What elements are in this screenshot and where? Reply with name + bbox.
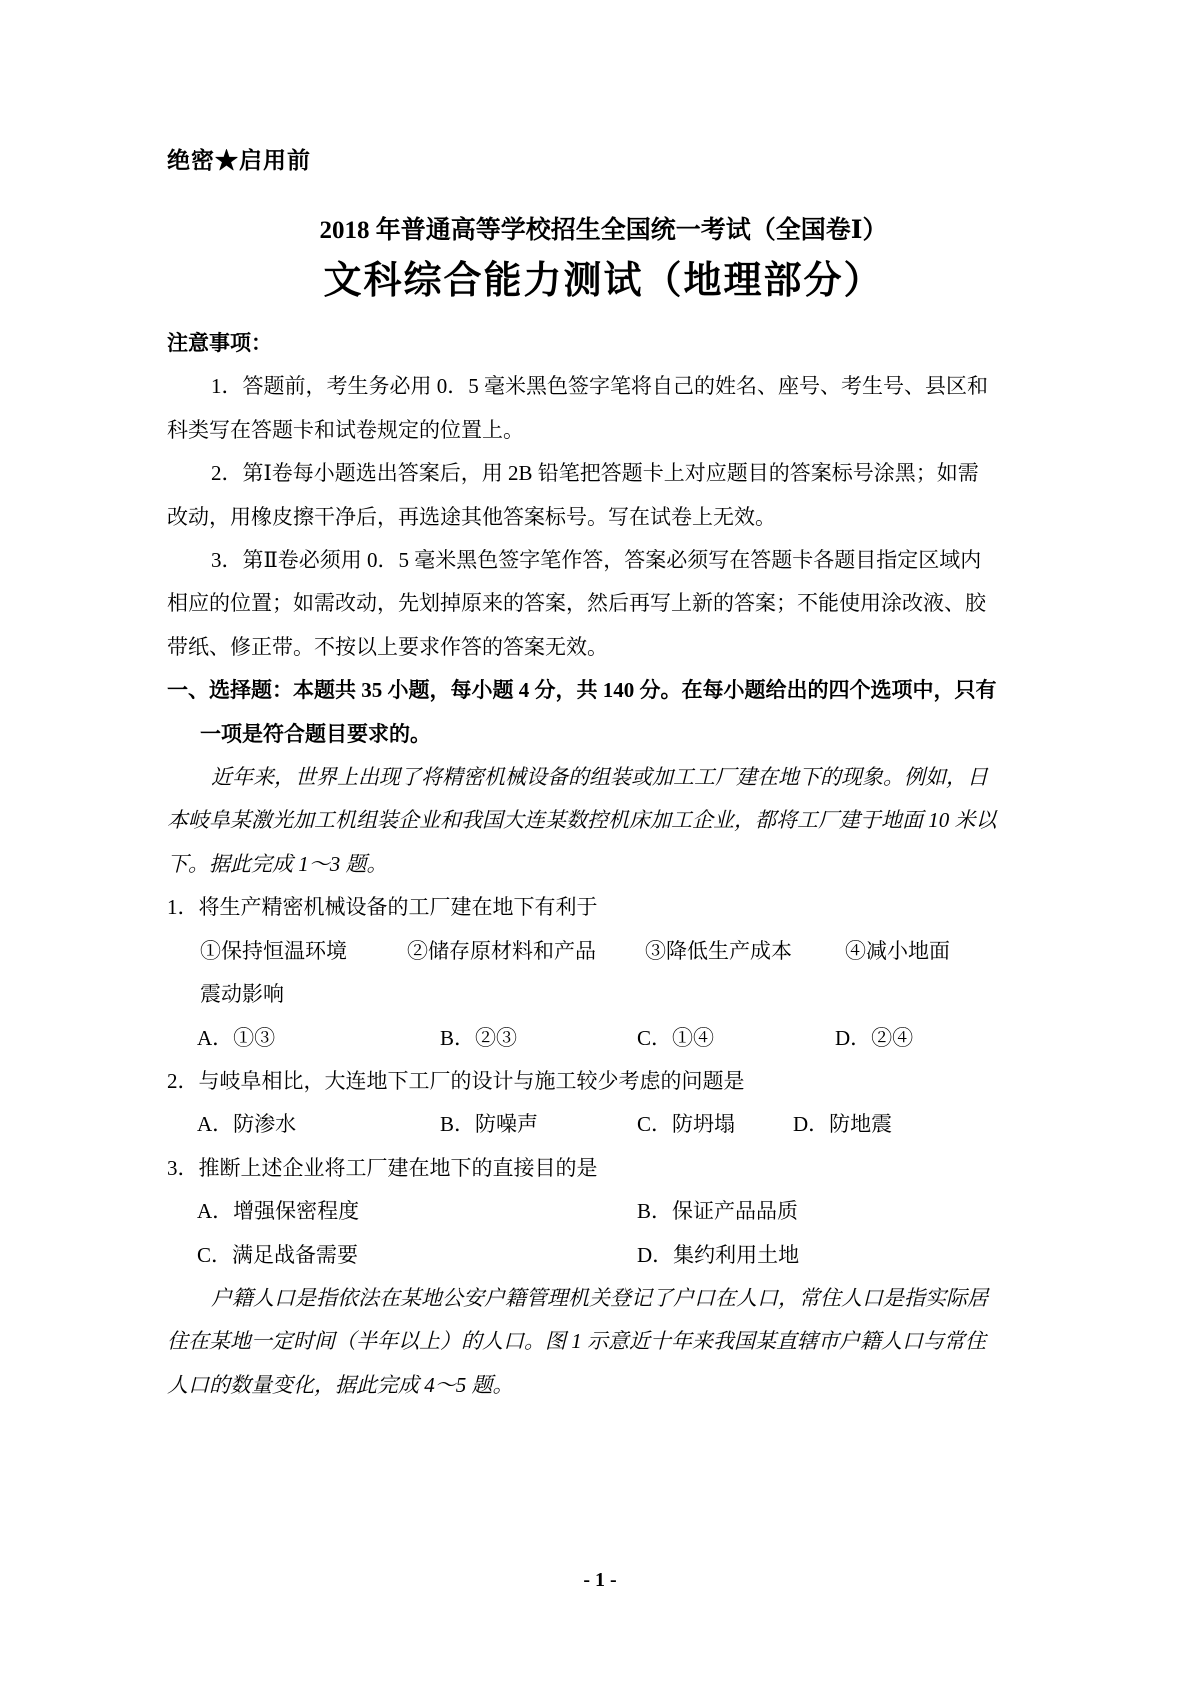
- notes-heading: 注意事项：: [167, 331, 272, 355]
- option-q2-d: D．防地震: [793, 1112, 893, 1137]
- passage-2-line-2: 住在某地一定时间（半年以上）的人口。图 1 示意近十年来我国某直辖市户籍人口与常住: [167, 1329, 986, 1354]
- option-q3-d: D．集约利用土地: [637, 1242, 800, 1267]
- passage-2-line-1: 户籍人口是指依法在某地公安户籍管理机关登记了户口在人口，常住人口是指实际居: [211, 1285, 988, 1310]
- option-q3-c: C．满足战备需要: [197, 1242, 359, 1267]
- page-number: - 1 -: [583, 1569, 617, 1591]
- question-1-options: [167, 1017, 1040, 1060]
- passage-1-line-1: 近年来，世界上出现了将精密机械设备的组装或加工工厂建在地下的现象。例如，日: [211, 765, 988, 790]
- statement-1: ①保持恒温环境: [200, 938, 347, 963]
- statement-4: ④减小地面: [845, 938, 950, 963]
- option-q1-b: B．②③: [440, 1025, 518, 1050]
- note-3-line-1: 3．第Ⅱ卷必须用 0．5 毫米黑色签字笔作答，答案必须写在答题卡各题目指定区域内: [211, 548, 982, 573]
- option-q3-a: A．增强保密程度: [197, 1199, 360, 1224]
- paper-title: 文科综合能力测试（地理部分）: [323, 260, 884, 302]
- question-3-stem: 3．推断上述企业将工厂建在地下的直接目的是: [167, 1155, 598, 1180]
- question-1-stem: 1．将生产精密机械设备的工厂建在地下有利于: [167, 895, 598, 920]
- statement-2: ②储存原材料和产品: [407, 938, 596, 963]
- option-q1-c: C．①④: [637, 1025, 715, 1050]
- question-2-options: [167, 1103, 1040, 1146]
- question-1-statement-wrap: 震动影响: [200, 982, 284, 1007]
- option-q1-a: A．①③: [197, 1025, 276, 1050]
- statement-3: ③降低生产成本: [645, 938, 792, 963]
- question-1-statements: [167, 930, 1040, 973]
- question-3-options-row-1: [167, 1190, 1040, 1233]
- note-3-line-2: 相应的位置；如需改动，先划掉原来的答案，然后再写上新的答案；不能使用涂改液、胶: [167, 591, 986, 616]
- option-q3-b: B．保证产品品质: [637, 1199, 799, 1224]
- section-heading-line-1: 一、选择题：本题共 35 小题，每小题 4 分，共 140 分。在每小题给出的四个选项中，只有: [167, 678, 997, 703]
- option-q1-d: D．②④: [835, 1025, 914, 1050]
- passage-2-line-3: 人口的数量变化，据此完成 4～5 题。: [167, 1372, 514, 1397]
- option-q2-c: C．防坍塌: [637, 1112, 736, 1137]
- passage-1-line-3: 下。据此完成 1～3 题。: [167, 851, 388, 876]
- passage-1-line-2: 本岐阜某激光加工机组装企业和我国大连某数控机床加工企业，都将工厂建于地面 10 米以: [167, 808, 997, 833]
- note-3-line-3: 带纸、修正带。不按以上要求作答的答案无效。: [167, 634, 608, 659]
- note-1-line-1: 1．答题前，考生务必用 0．5 毫米黑色签字笔将自己的姓名、座号、考生号、县区和: [211, 374, 988, 399]
- exam-title: 2018 年普通高等学校招生全国统一考试（全国卷Ⅰ）: [319, 217, 888, 244]
- classification-label: 绝密★启用前: [167, 148, 311, 173]
- question-2-stem: 2．与岐阜相比，大连地下工厂的设计与施工较少考虑的问题是: [167, 1068, 745, 1093]
- section-heading-line-2: 一项是符合题目要求的。: [200, 721, 431, 746]
- option-q2-b: B．防噪声: [440, 1112, 539, 1137]
- note-1-line-2: 科类写在答题卡和试卷规定的位置上。: [167, 417, 524, 442]
- note-2-line-1: 2．第Ⅰ卷每小题选出答案后，用 2B 铅笔把答题卡上对应题目的答案标号涂黑；如需: [211, 461, 979, 486]
- note-2-line-2: 改动，用橡皮擦干净后，再选途其他答案标号。写在试卷上无效。: [167, 504, 776, 529]
- question-3-options-row-2: [167, 1234, 1040, 1277]
- option-q2-a: A．防渗水: [197, 1112, 297, 1137]
